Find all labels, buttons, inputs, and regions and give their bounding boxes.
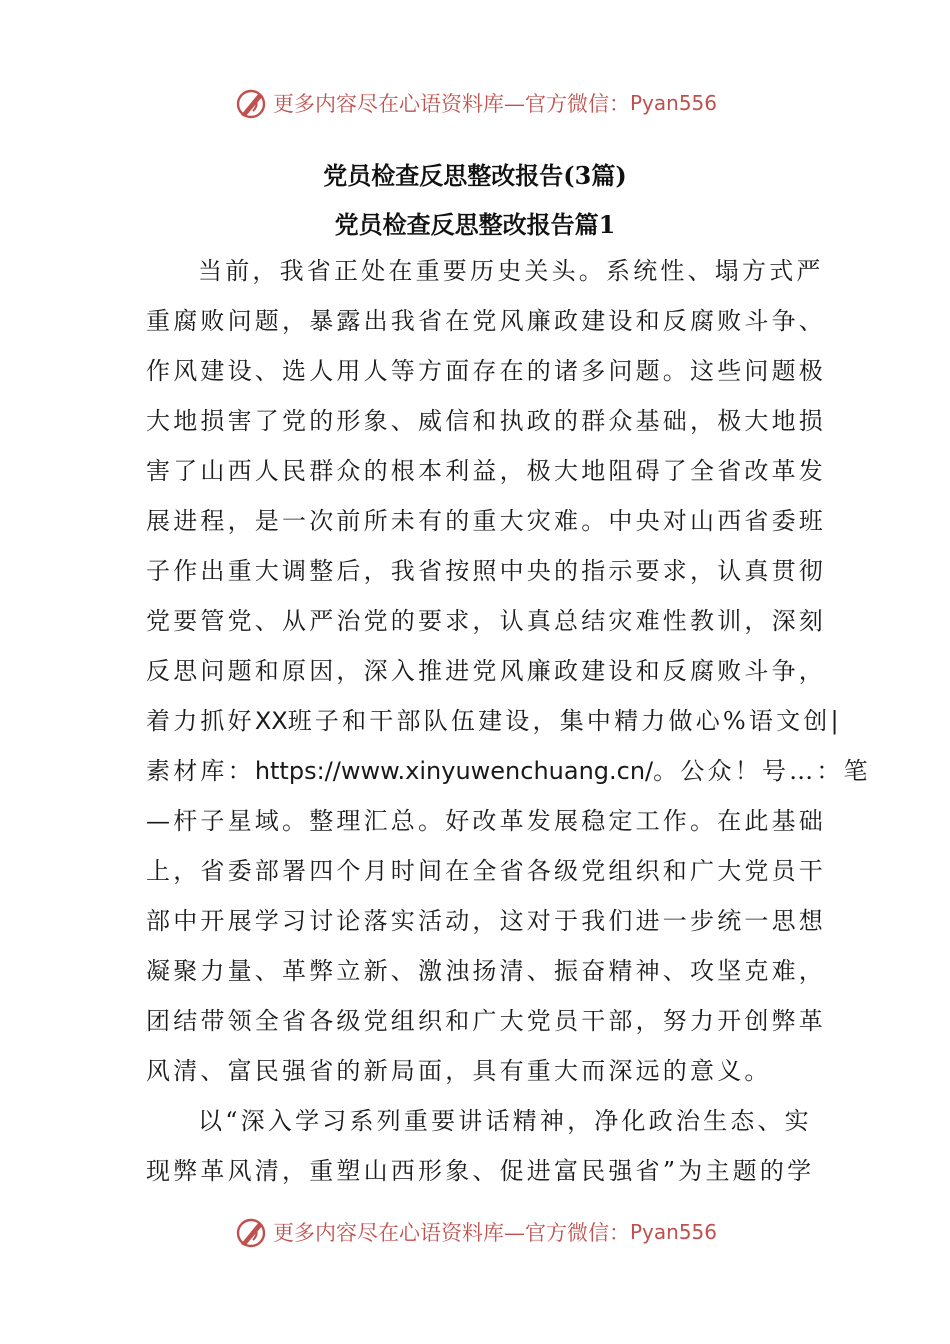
body-line: 子作出重大调整后，我省按照中央的指示要求，认真贯彻 <box>146 557 826 585</box>
body-line: 以“深入学习系列重要讲话精神，净化政治生态、实 <box>198 1107 812 1135</box>
top-watermark-banner <box>0 83 950 123</box>
body-line: 展进程，是一次前所未有的重大灾难。中央对山西省委班 <box>146 507 826 535</box>
body-line: 害了山西人民群众的根本利益，极大地阻碍了全省改革发 <box>146 457 826 485</box>
line-text: 班子和干部队伍建设，集中精力做心%语文创| <box>287 707 842 735</box>
pen-circle-logo-icon <box>233 1214 269 1250</box>
watermark-contact: Pyan556 <box>629 91 717 115</box>
body-line: 反思问题和原因，深入推进党风廉政建设和反腐败斗争， <box>146 657 826 685</box>
body-line <box>146 701 842 751</box>
watermark-text: 更多内容尽在心语资料库—官方微信： <box>272 92 630 116</box>
url-text: https://www.xinyuwenchuang.cn/ <box>254 757 654 785</box>
body-line: 作风建设、选人用人等方面存在的诸多问题。这些问题极 <box>146 357 826 385</box>
body-line: 凝聚力量、革弊立新、激浊扬清、振奋精神、攻坚克难， <box>146 957 826 985</box>
body-line: 团结带领全省各级党组织和广大党员干部，努力开创弊革 <box>146 1007 826 1035</box>
line-latin: XX <box>254 707 288 735</box>
body-line: 大地损害了党的形象、威信和执政的群众基础，极大地损 <box>146 407 826 435</box>
body-line: 部中开展学习讨论落实活动，这对于我们进一步统一思想 <box>146 907 826 935</box>
body-line: —杆子星域。整理汇总。好改革发展稳定工作。在此基础 <box>146 807 826 835</box>
body-line <box>146 751 871 801</box>
line-text: 着力抓好 <box>146 707 255 735</box>
watermark-contact: Pyan556 <box>629 1220 717 1244</box>
body-line: 上，省委部署四个月时间在全省各级党组织和广大党员干 <box>146 857 826 885</box>
body-line: 当前，我省正处在重要历史关头。系统性、塌方式严 <box>198 257 824 285</box>
body-line: 党要管党、从严治党的要求，认真总结灾难性教训，深刻 <box>146 607 826 635</box>
document-subtitle: 党员检查反思整改报告篇1 <box>334 210 616 239</box>
document-title: 党员检查反思整改报告(3篇) <box>323 161 627 190</box>
pen-circle-logo-icon <box>233 85 269 121</box>
document-body <box>146 251 871 1201</box>
body-line: 现弊革风清，重塑山西形象、促进富民强省”为主题的学 <box>146 1157 815 1185</box>
watermark-text: 更多内容尽在心语资料库—官方微信： <box>272 1221 630 1245</box>
body-line: 风清、富民强省的新局面，具有重大而深远的意义。 <box>146 1057 772 1085</box>
line-text: 。公众！号…：笔 <box>653 757 871 785</box>
line-text: 素材库： <box>146 757 255 785</box>
bottom-watermark-banner <box>0 1212 950 1252</box>
body-line: 重腐败问题，暴露出我省在党风廉政建设和反腐败斗争、 <box>146 307 826 335</box>
